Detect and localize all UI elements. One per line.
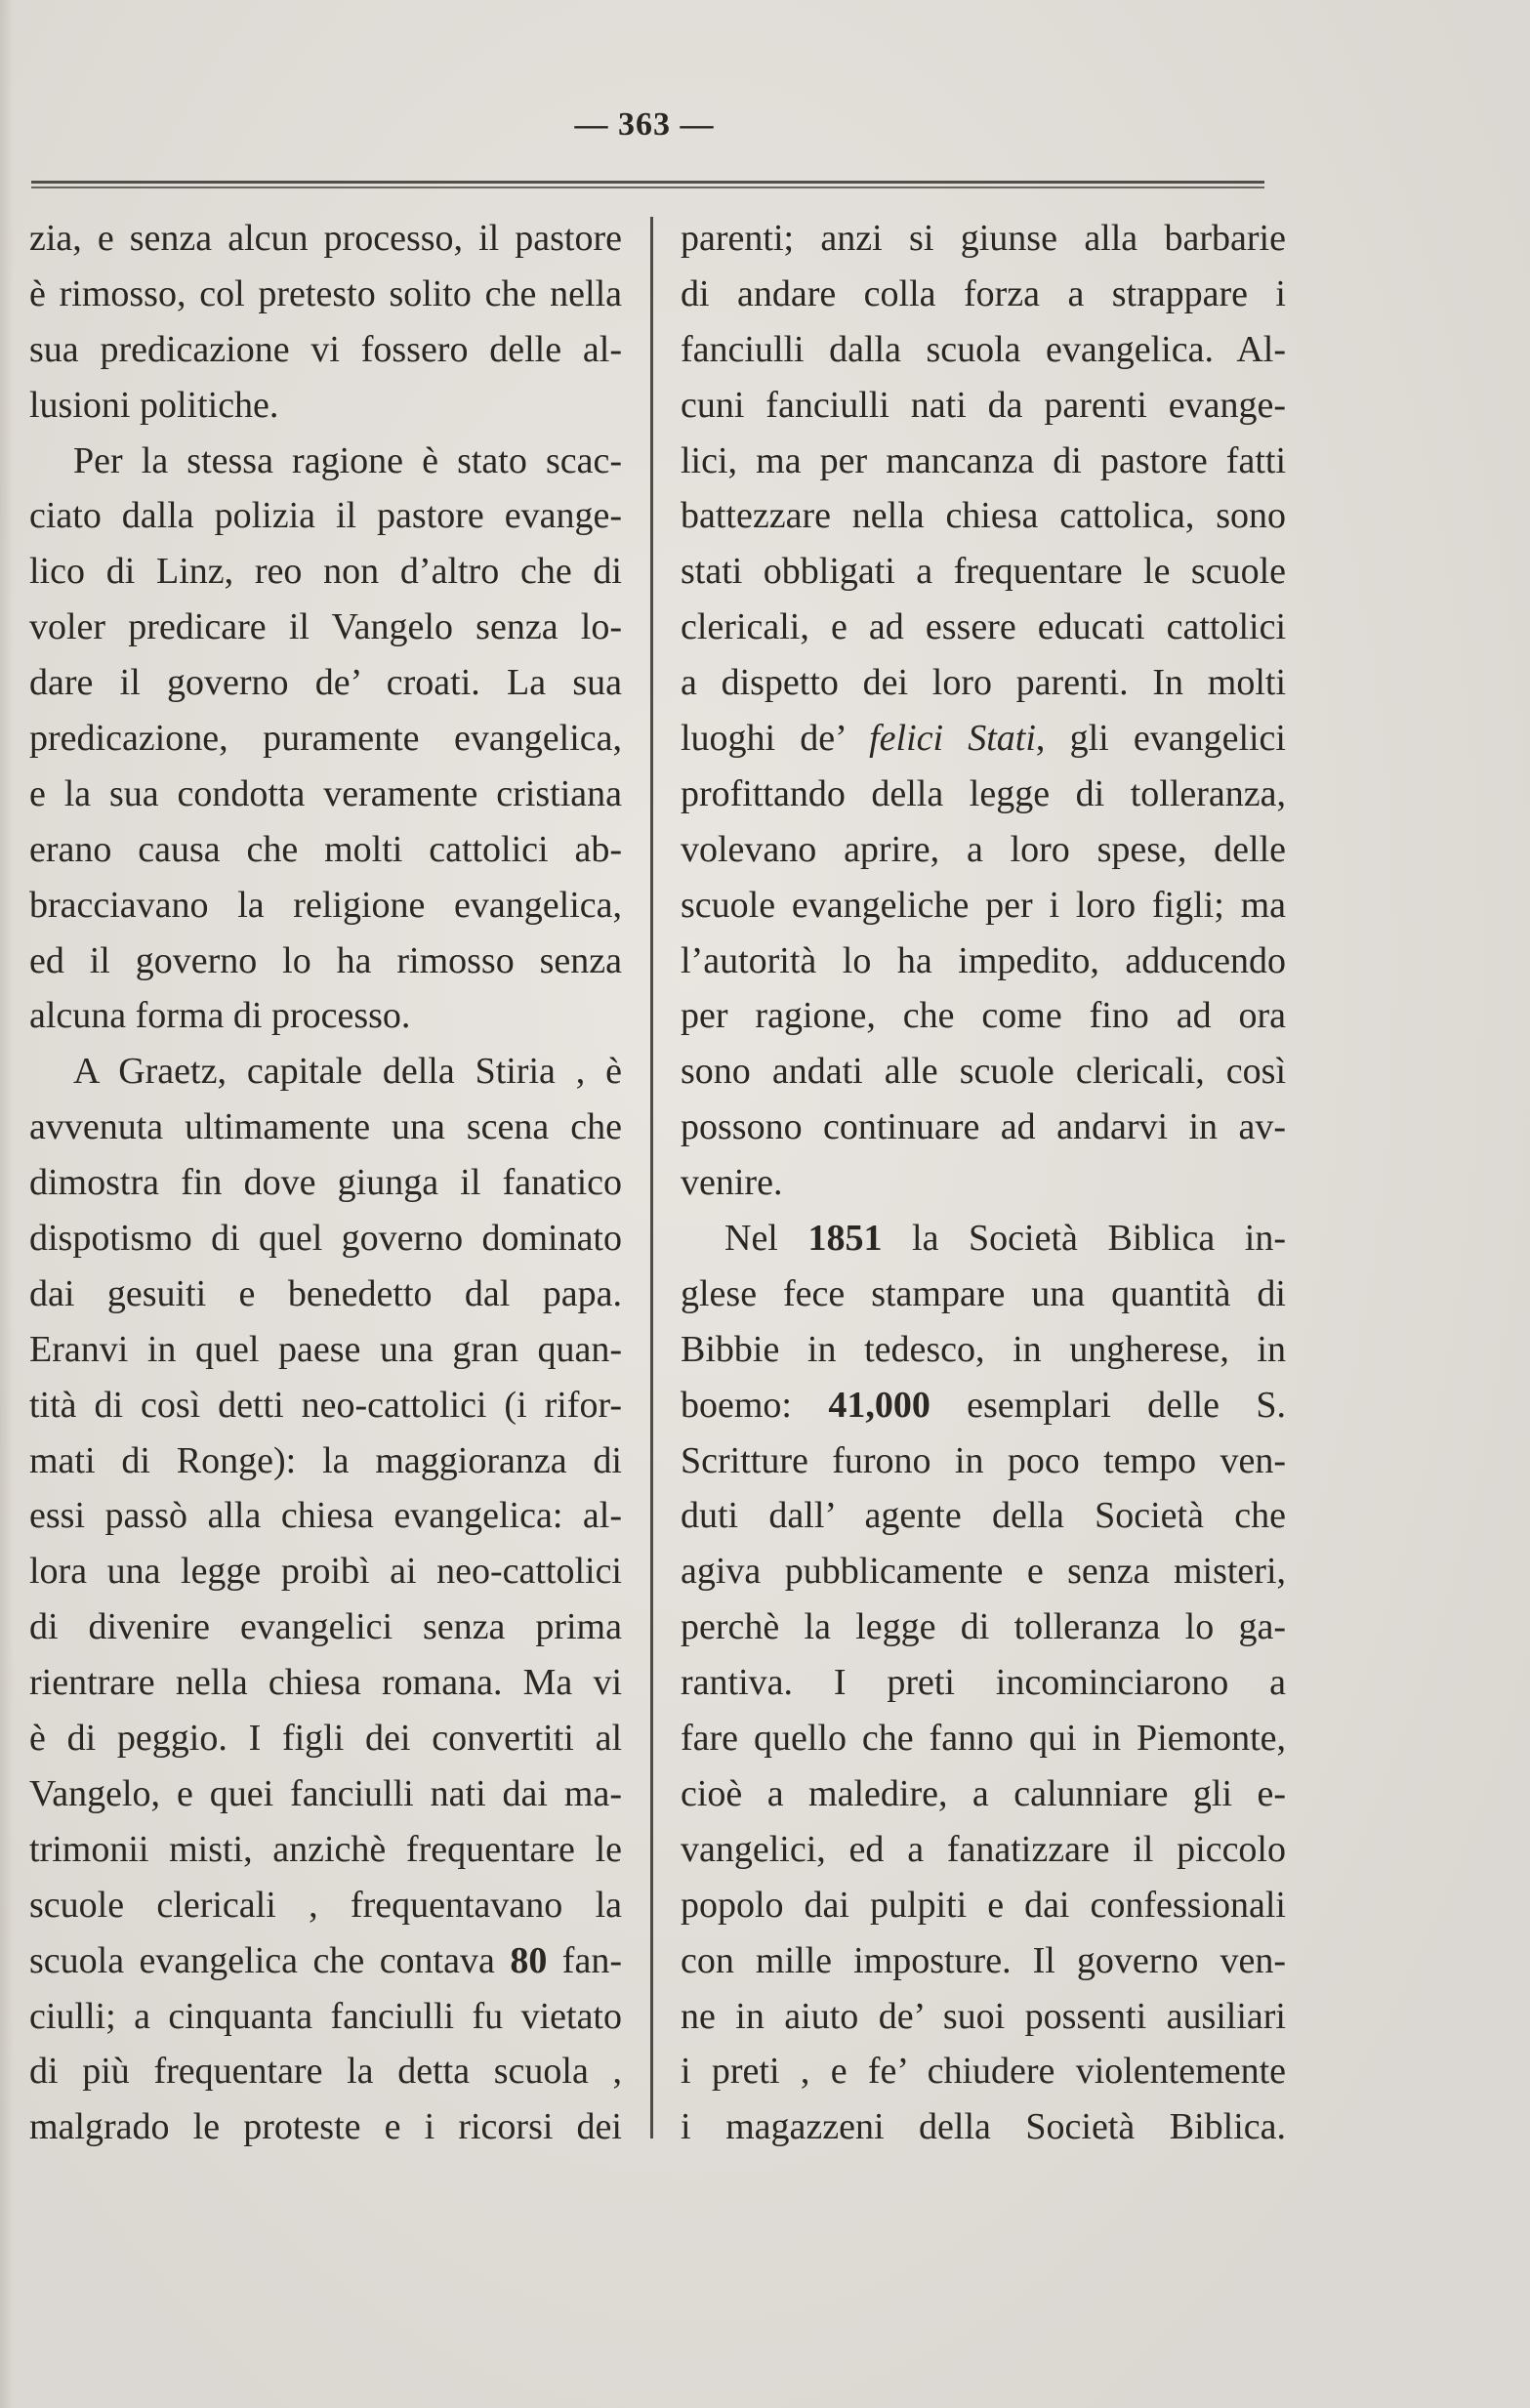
text-line: fare quello che fanno qui in Piemonte, bbox=[681, 1718, 1286, 1760]
text-line: di andare colla forza a strappare i bbox=[681, 272, 1286, 314]
text-line: voler predicare il Vangelo senza lo- bbox=[29, 606, 622, 648]
text-line: Vangelo, e quei fanciulli nati dai ma- bbox=[29, 1772, 622, 1814]
text-line: ciato dalla polizia il pastore evange- bbox=[29, 495, 622, 537]
text-segment: boemo: bbox=[681, 1384, 829, 1426]
paragraph bbox=[681, 1211, 1286, 2155]
text-segment: Nel bbox=[724, 1218, 808, 1260]
text-line: rantiva. I preti incominciarono a bbox=[681, 1662, 1286, 1704]
paragraph bbox=[29, 211, 622, 434]
text-line: lusioni politiche. bbox=[29, 384, 279, 426]
text-line: è di peggio. I figli dei convertiti al bbox=[29, 1718, 622, 1760]
text-line: duti dall’ agente della Società che bbox=[681, 1495, 1286, 1537]
text-line: possono continuare ad andarvi in av- bbox=[681, 1106, 1286, 1148]
text-line: è rimosso, col pretesto solito che nella bbox=[29, 272, 622, 314]
text-line: tità di così detti neo-cattolici (i rifor- bbox=[29, 1384, 622, 1426]
italic-phrase: felici Stati bbox=[869, 718, 1036, 760]
page-number: — 363 — bbox=[574, 106, 715, 143]
text-line: Per la stessa ragione è stato scac- bbox=[73, 439, 622, 481]
text-line: di più frequentare la detta scuola , bbox=[29, 2051, 622, 2093]
paragraph bbox=[29, 434, 622, 1045]
text-line: i magazzeni della Società Biblica. bbox=[681, 2106, 1286, 2148]
text-segment: luoghi de’ bbox=[681, 718, 870, 760]
text-line: vangelici, ed a fanatizzare il piccolo bbox=[681, 1828, 1286, 1870]
right-column bbox=[681, 211, 1286, 2155]
text-line: dai gesuiti e benedetto dal papa. bbox=[29, 1272, 622, 1314]
paragraph bbox=[29, 1044, 622, 2155]
text-line: malgrado le proteste e i ricorsi dei bbox=[29, 2106, 622, 2148]
text-line: Eranvi in quel paese una gran quan- bbox=[29, 1328, 622, 1370]
text-segment: la Società Biblica in- bbox=[882, 1218, 1286, 1260]
text-line: volevano aprire, a loro spese, delle bbox=[681, 828, 1286, 870]
text-line: stati obbligati a frequentare le scuole bbox=[681, 551, 1286, 593]
text-line: agiva pubblicamente e senza misteri, bbox=[681, 1551, 1286, 1593]
text-line: ciulli; a cinquanta fanciulli fu vietato bbox=[29, 1995, 622, 2037]
text-line: trimonii misti, anzichè frequentare le bbox=[29, 1828, 622, 1870]
text-line bbox=[681, 711, 1286, 767]
text-line bbox=[29, 1933, 622, 1989]
text-line: alcuna forma di processo. bbox=[29, 995, 411, 1037]
text-line: glese fece stampare una quantità di bbox=[681, 1272, 1286, 1314]
left-column bbox=[29, 211, 622, 2155]
text-line: fanciulli dalla scuola evangelica. Al- bbox=[681, 328, 1286, 370]
text-line: popolo dai pulpiti e dai confessionali bbox=[681, 1884, 1286, 1926]
text-line: con mille imposture. Il governo ven- bbox=[681, 1939, 1286, 1981]
text-line: lici, ma per mancanza di pastore fatti bbox=[681, 439, 1286, 481]
text-line: Scritture furono in poco tempo ven- bbox=[681, 1439, 1286, 1481]
text-line bbox=[681, 1378, 1286, 1433]
bold-number: 80 bbox=[510, 1939, 548, 1981]
text-line: profittando della legge di tolleranza, bbox=[681, 772, 1286, 814]
text-line: ed il governo lo ha rimosso senza bbox=[29, 939, 622, 981]
paragraph bbox=[681, 211, 1286, 1211]
text-line: avvenuta ultimamente una scena che bbox=[29, 1106, 622, 1148]
text-line: parenti; anzi si giunse alla barbarie bbox=[681, 218, 1286, 259]
column-divider bbox=[650, 217, 653, 2138]
bold-number: 41,000 bbox=[828, 1384, 930, 1426]
bold-number: 1851 bbox=[807, 1218, 883, 1260]
text-line: scuole clericali , frequentavano la bbox=[29, 1884, 622, 1926]
text-line: essi passò alla chiesa evangelica: al- bbox=[29, 1495, 622, 1537]
text-line: lico di Linz, reo non d’altro che di bbox=[29, 551, 622, 593]
header-rule bbox=[31, 181, 1264, 188]
text-line: venire. bbox=[681, 1162, 783, 1204]
text-segment: , gli evangelici bbox=[1035, 718, 1286, 760]
text-line bbox=[681, 1211, 1286, 1266]
text-line: e la sua condotta veramente cristiana bbox=[29, 772, 622, 814]
text-line: rientrare nella chiesa romana. Ma vi bbox=[29, 1662, 622, 1704]
text-line: scuole evangeliche per i loro figli; ma bbox=[681, 884, 1286, 926]
text-line: bracciavano la religione evangelica, bbox=[29, 884, 622, 926]
text-line: dare il governo de’ croati. La sua bbox=[29, 662, 622, 704]
text-line: i preti , e fe’ chiudere violentemente bbox=[681, 2051, 1286, 2093]
text-line: a dispetto dei loro parenti. In molti bbox=[681, 662, 1286, 704]
text-line: per ragione, che come fino ad ora bbox=[681, 995, 1286, 1037]
text-line: predicazione, puramente evangelica, bbox=[29, 718, 622, 760]
text-line: mati di Ronge): la maggioranza di bbox=[29, 1439, 622, 1481]
text-line: lora una legge proibì ai neo-cattolici bbox=[29, 1551, 622, 1593]
text-line: dimostra fin dove giunga il fanatico bbox=[29, 1162, 622, 1204]
text-line: Bibbie in tedesco, in ungherese, in bbox=[681, 1328, 1286, 1370]
text-line: zia, e senza alcun processo, il pastore bbox=[29, 218, 622, 259]
text-line: sono andati alle scuole clericali, così bbox=[681, 1051, 1286, 1093]
text-line: dispotismo di quel governo dominato bbox=[29, 1218, 622, 1260]
text-line: cioè a maledire, a calunniare gli e- bbox=[681, 1772, 1286, 1814]
text-segment: fan- bbox=[547, 1939, 622, 1981]
text-line: battezzare nella chiesa cattolica, sono bbox=[681, 495, 1286, 537]
text-line: perchè la legge di tolleranza lo ga- bbox=[681, 1606, 1286, 1648]
text-line: ne in aiuto de’ suoi possenti ausiliari bbox=[681, 1995, 1286, 2037]
text-line: cuni fanciulli nati da parenti evange- bbox=[681, 384, 1286, 426]
text-line: l’autorità lo ha impedito, adducendo bbox=[681, 939, 1286, 981]
text-segment: scuola evangelica che contava bbox=[29, 1939, 511, 1981]
text-line: di divenire evangelici senza prima bbox=[29, 1606, 622, 1648]
text-line: sua predicazione vi fossero delle al- bbox=[29, 328, 622, 370]
text-line: clericali, e ad essere educati cattolici bbox=[681, 606, 1286, 648]
text-line: A Graetz, capitale della Stiria , è bbox=[73, 1051, 622, 1093]
text-line: erano causa che molti cattolici ab- bbox=[29, 828, 622, 870]
text-segment: esemplari delle S. bbox=[930, 1384, 1286, 1426]
